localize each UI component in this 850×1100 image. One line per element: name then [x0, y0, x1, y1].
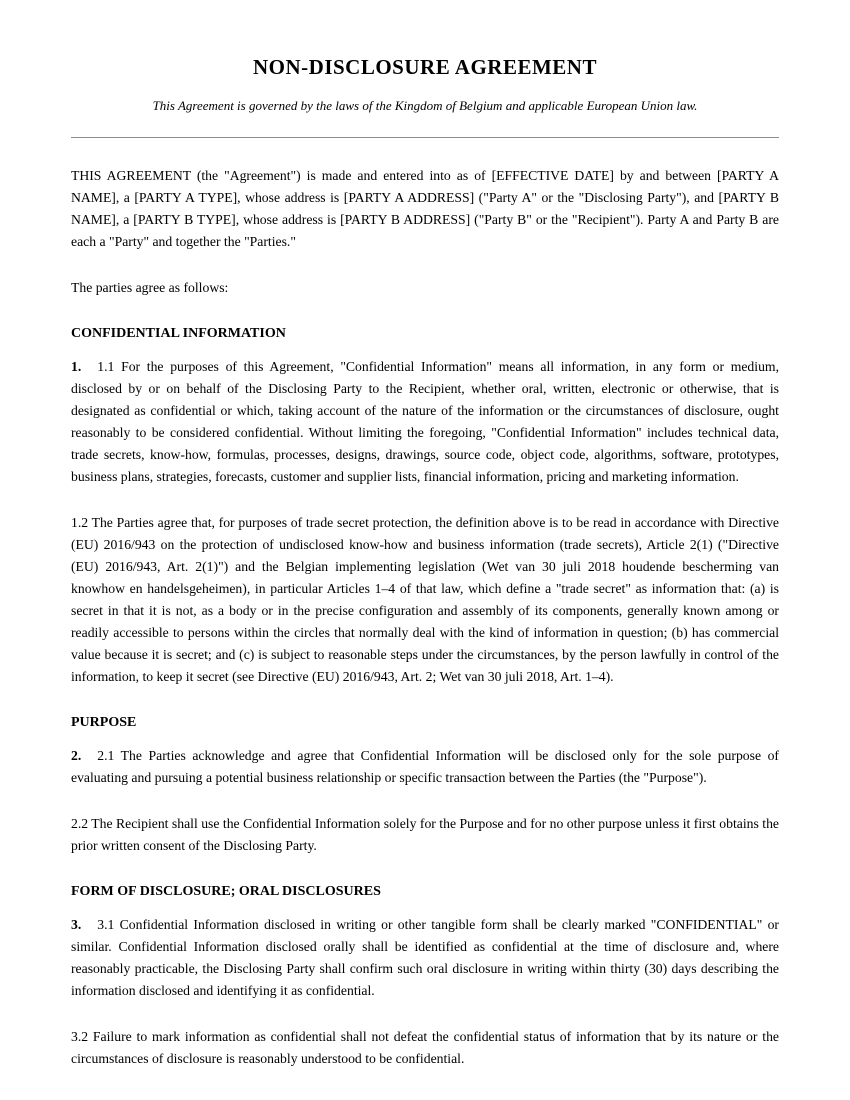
document-title: NON-DISCLOSURE AGREEMENT: [253, 55, 597, 79]
preamble-paragraph: THIS AGREEMENT (the "Agreement") is made and entered into as of [EFFECTIVE DATE] by and between [PARTY A NAME], a [PARTY A TYPE], whose address is [PARTY A ADDRESS] ("Party A" or the "Disclosing Party"), and [PARTY B NAME], a [PARTY B TYPE], whose address is [PARTY B ADDRESS] ("Party B" or the "Recipient"). Party A and Party B are each a "Party" and together the "Parties.": [71, 167, 779, 249]
clause-3-1-text: 3.1 Confidential Information disclosed in writing or other tangible form shall be clearly marked "CONFIDENTIAL" or similar. Confidential Information disclosed orally shall be identified as confidential at the time of disclosure and, where reasonably practicable, the Disclosing Party shall confirm such oral disclosure in writing within thirty (30) days describing the information disclosed and identifying it as confidential.: [71, 916, 779, 998]
clause-2-1-text: 2.1 The Parties acknowledge and agree that Confidential Information will be disclosed only for the sole purpose of evaluating and pursuing a potential business relationship or specific transaction between the Parties (the "Purpose").: [71, 747, 779, 785]
clause-3-number: 3.: [71, 916, 82, 932]
governing-law-note: This Agreement is governed by the laws of the Kingdom of Belgium and applicable European Union law.: [152, 98, 698, 114]
clause-2-2: 2.2 The Recipient shall use the Confidential Information solely for the Purpose and for no other purpose unless it first obtains the prior written consent of the Disclosing Party.: [71, 815, 779, 853]
section-3-heading: FORM OF DISCLOSURE; ORAL DISCLOSURES: [71, 883, 381, 899]
clause-3-1: [71, 914, 779, 1002]
clause-1-2: 1.2 The Parties agree that, for purposes of trade secret protection, the definition above is to be read in accordance with Directive (EU) 2016/943 on the protection of undisclosed know-how and business information (trade secrets), Article 2(1) ("Directive (EU) 2016/943, Art. 2(1)") and the Belgian implementing legislation (Wet van 30 juli 2018 houdende bescherming van knowhow en handelsgeheimen), in particular Articles 1–4 of that law, which define a "trade secret" as information that: (a) is secret in that it is not, as a body or in the precise configuration and assembly of its components, generally known among or readily accessible to persons within the circles that normally deal with the kind of information in question; (b) has commercial value because it is secret; and (c) is subject to reasonable steps under the circumstances, by the person lawfully in control of the information, to keep it secret (see Directive (EU) 2016/943, Art. 2; Wet van 30 juli 2018, Art. 1–4).: [71, 514, 779, 684]
section-2-heading: PURPOSE: [71, 714, 137, 730]
title-divider: [71, 137, 779, 138]
clause-2-1: [71, 745, 779, 789]
clause-1-1: [71, 356, 779, 488]
section-1-heading: CONFIDENTIAL INFORMATION: [71, 325, 286, 341]
clause-1-1-text: 1.1 For the purposes of this Agreement, "Confidential Information" means all information, in any form or medium, disclosed by or on behalf of the Disclosing Party to the Recipient, whether oral, written, electronic or otherwise, that is designated as confidential or which, taking account of the nature of the information or the circumstances of disclosure, ought reasonably to be considered confidential. Without limiting the foregoing, "Confidential Information" includes technical data, trade secrets, know-how, formulas, processes, designs, drawings, source code, object code, algorithms, software, prototypes, business plans, strategies, forecasts, customer and supplier lists, financial information, pricing and marketing information.: [71, 358, 779, 484]
clause-2-number: 2.: [71, 747, 82, 763]
recitals-lead: The parties agree as follows:: [71, 279, 229, 295]
clause-3-2: 3.2 Failure to mark information as confidential shall not defeat the confidential status of information that by its nature or the circumstances of disclosure is reasonably understood to be confidential.: [71, 1028, 779, 1066]
clause-1-number: 1.: [71, 358, 82, 374]
